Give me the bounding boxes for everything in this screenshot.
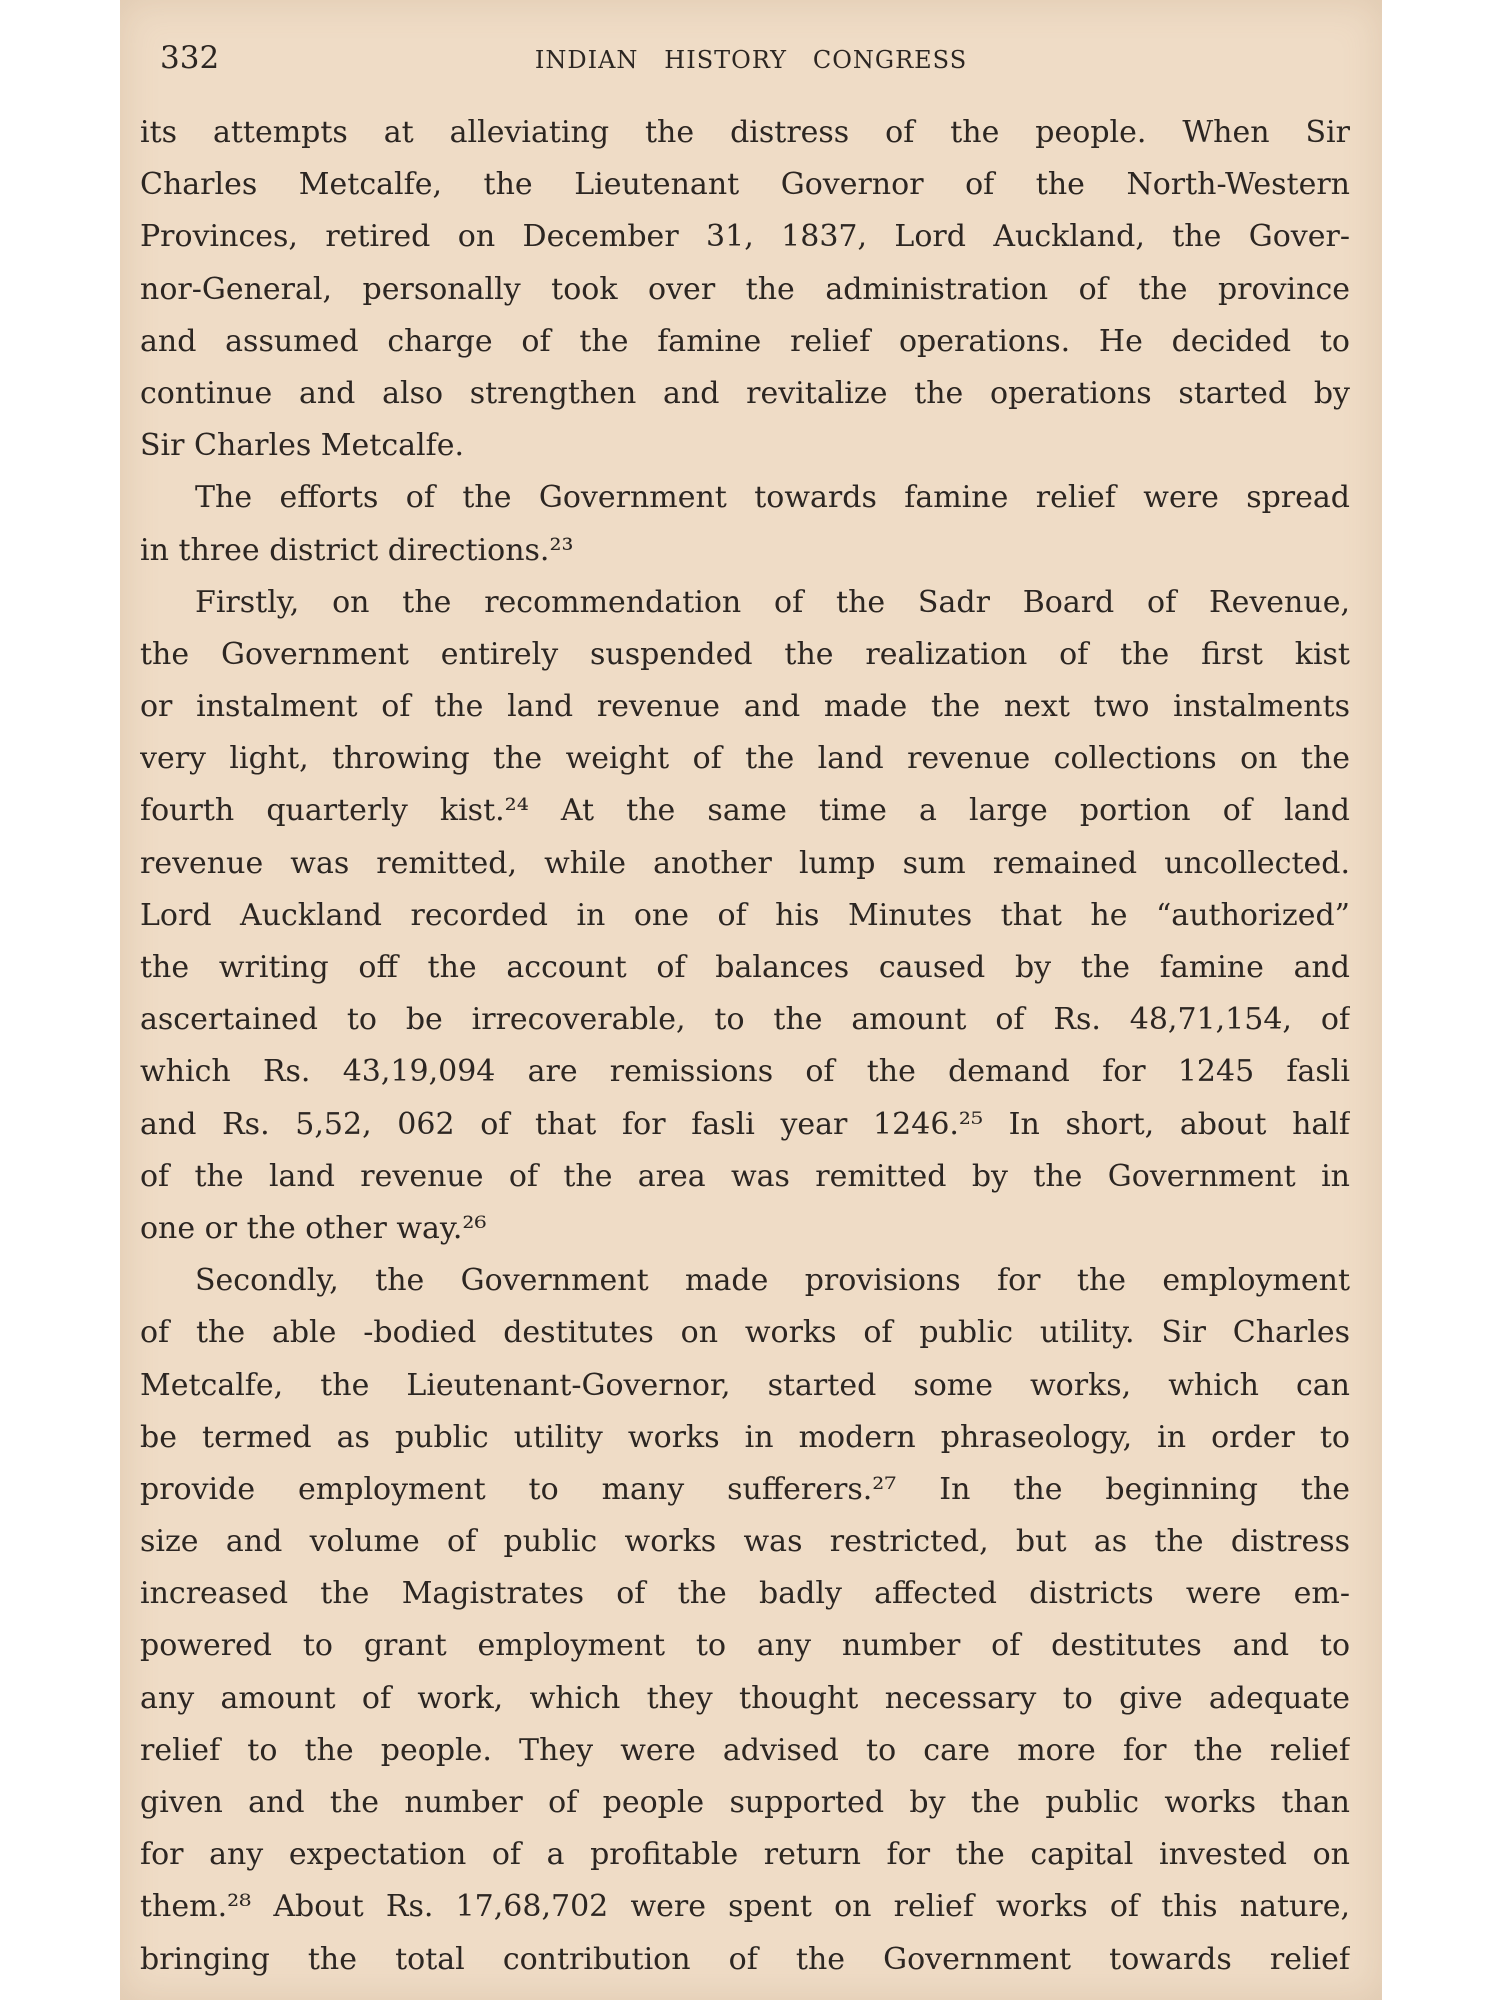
text-line: revenue was remitted, while another lump sum remained uncollected. [140, 845, 1350, 881]
text-line: powered to grant employment to any number of destitutes and to [140, 1628, 1350, 1664]
text-line: and Rs. 5,52, 062 of that for fasli year 1246.²⁵ In short, about half [140, 1106, 1350, 1142]
text-line: continue and also strengthen and revitalize the operations started by [140, 375, 1350, 411]
page-number: 332 [160, 40, 220, 76]
text-line: Charles Metcalfe, the Lieutenant Governor of the North-Western [140, 167, 1350, 203]
body-text [140, 107, 1350, 1986]
text-line: its attempts at alleviating the distress of the people. When Sir [140, 115, 1350, 150]
text-line: Firstly, on the recommendation of the Sadr Board of Revenue, [195, 584, 1350, 620]
text-line: bringing the total contribution of the Government towards relief [140, 1941, 1350, 1977]
text-line: fourth quarterly kist.²⁴ At the same time a large portion of land [140, 793, 1350, 829]
text-line: nor-General, personally took over the administration of the province [140, 271, 1350, 307]
text-line: Lord Auckland recorded in one of his Minutes that he “authorized” [140, 897, 1350, 933]
text-line: the Government entirely suspended the realization of the first kist [140, 636, 1350, 672]
text-line: the writing off the account of balances caused by the famine and [140, 950, 1350, 985]
text-line: very light, throwing the weight of the land revenue collections on the [140, 741, 1350, 777]
text-line: and assumed charge of the famine relief operations. He decided to [140, 323, 1350, 359]
text-line: The efforts of the Government towards famine relief were spread [195, 480, 1350, 516]
text-line: them.²⁸ About Rs. 17,68,702 were spent on relief works of this nature, [140, 1889, 1350, 1925]
text-line: size and volume of public works was restricted, but as the distress [140, 1524, 1350, 1560]
page-header [140, 36, 1362, 84]
text-line: Metcalfe, the Lieutenant-Governor, started some works, which can [140, 1367, 1350, 1403]
running-head: INDIAN HISTORY CONGRESS [534, 46, 968, 74]
text-line: provide employment to many sufferers.²⁷ In the beginning the [140, 1471, 1350, 1507]
text-line: of the able -bodied destitutes on works of public utility. Sir Charles [140, 1315, 1350, 1351]
text-line: ascertained to be irrecoverable, to the amount of Rs. 48,71,154, of [140, 1002, 1350, 1038]
text-line: Sir Charles Metcalfe. [140, 428, 465, 464]
text-line: Secondly, the Government made provisions for the employment [195, 1263, 1350, 1299]
text-line: increased the Magistrates of the badly affected districts were em- [140, 1576, 1350, 1612]
text-line: for any expectation of a profitable return for the capital invested on [140, 1837, 1350, 1873]
text-line: one or the other way.²⁶ [140, 1210, 487, 1246]
text-line: relief to the people. They were advised to care more for the relief [140, 1732, 1350, 1768]
text-line: or instalment of the land revenue and made the next two instalments [140, 689, 1350, 725]
text-line: be termed as public utility works in modern phraseology, in order to [140, 1419, 1350, 1455]
text-line: given and the number of people supported by the public works than [140, 1785, 1350, 1820]
text-line: Provinces, retired on December 31, 1837, Lord Auckland, the Gover- [140, 219, 1350, 255]
text-line: any amount of work, which they thought necessary to give adequate [140, 1680, 1350, 1716]
text-line: in three district directions.²³ [140, 532, 574, 568]
text-line: which Rs. 43,19,094 are remissions of the demand for 1245 fasli [140, 1054, 1350, 1090]
text-line: of the land revenue of the area was remitted by the Government in [140, 1158, 1350, 1194]
book-page [120, 0, 1382, 2000]
